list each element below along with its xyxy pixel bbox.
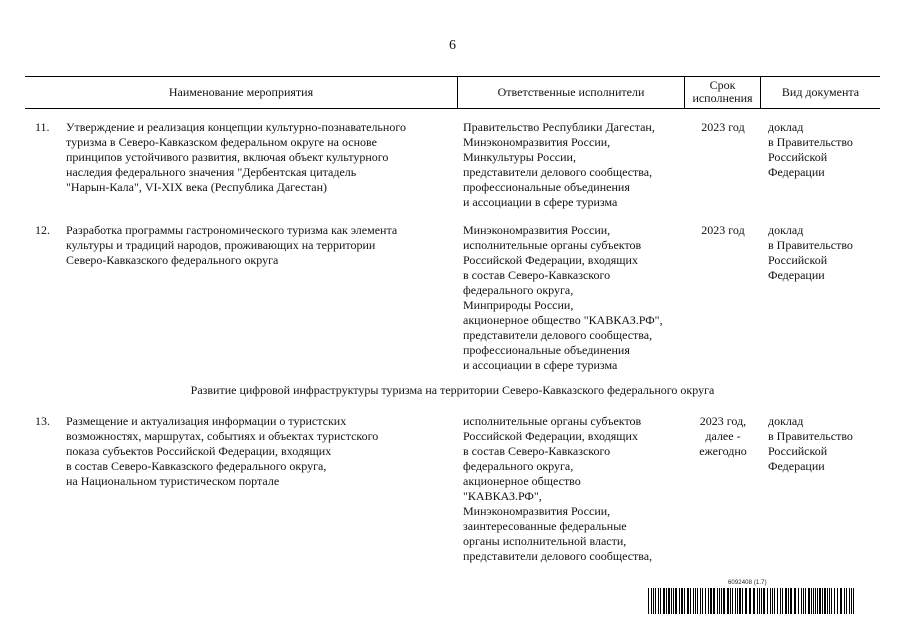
row-term: 2023 год, далее - ежегодно [699, 414, 747, 458]
barcode-label: 6092408 (1.7) [728, 580, 767, 586]
row-term: 2023 год [701, 120, 745, 134]
row-number: 11. [35, 120, 50, 134]
page-number: 6 [449, 38, 456, 53]
header-term: Срок исполнения [692, 78, 753, 105]
header-name: Наименование мероприятия [168, 84, 314, 99]
table-header-bottom-rule [25, 108, 880, 109]
row-responsible: исполнительные органы субъектов Российской Федерации, входящих в состав Северо-Кавказского федерального округа, акционерное общество "КАВКАЗ.РФ", Минэкономразвития России, заинтересованные федеральные органы исполнительной власти, представители делового сообщества, [463, 414, 653, 563]
row-responsible: Минэкономразвития России, исполнительные органы субъектов Российской Федерации, входящих в состав Северо-Кавказского федерального округа, Минприроды России, акционерное общество "КАВКАЗ.РФ", представители делового сообщества, профессиональные объединения и ассоциации в сфере туризма [463, 223, 663, 372]
row-term: 2023 год [701, 223, 745, 237]
header-responsible: Ответственные исполнители [497, 84, 645, 99]
row-name: Размещение и актуализация информации о туристских возможностях, маршрутах, событиях и объектах туристского показа субъектов Российской Федерации, входящих в состав Северо-Кавказского федерального округа, на Национальном туристическом портале [66, 414, 379, 488]
row-number: 13. [35, 414, 50, 428]
row-doc-type: доклад в Правительство Российской Федерации [768, 120, 853, 179]
row-name: Утверждение и реализация концепции культурно-познавательного туризма в Северо-Кавказском федеральном округе на основе принципов устойчивого развития, включая объект культурного наследия федерального значения "Дербентская цитадель "Нарын-Кала", VI-XIX века (Республика Дагестан) [66, 120, 406, 194]
row-doc-type: доклад в Правительство Российской Федерации [768, 414, 853, 473]
row-name: Разработка программы гастрономического туризма как элемента культуры и традиций народов, проживающих на территории Северо-Кавказского федерального округа [66, 223, 398, 267]
row-number: 12. [35, 223, 50, 237]
row-doc-type: доклад в Правительство Российской Федерации [768, 223, 853, 282]
row-responsible: Правительство Республики Дагестан, Минэкономразвития России, Минкультуры России, представители делового сообщества, профессиональные объединения и ассоциации в сфере туризма [463, 120, 655, 209]
barcode-icon [648, 588, 858, 614]
section-heading: Развитие цифровой инфраструктуры туризма на территории Северо-Кавказского федерального округа [190, 383, 715, 397]
header-doc-type: Вид документа [781, 84, 860, 99]
